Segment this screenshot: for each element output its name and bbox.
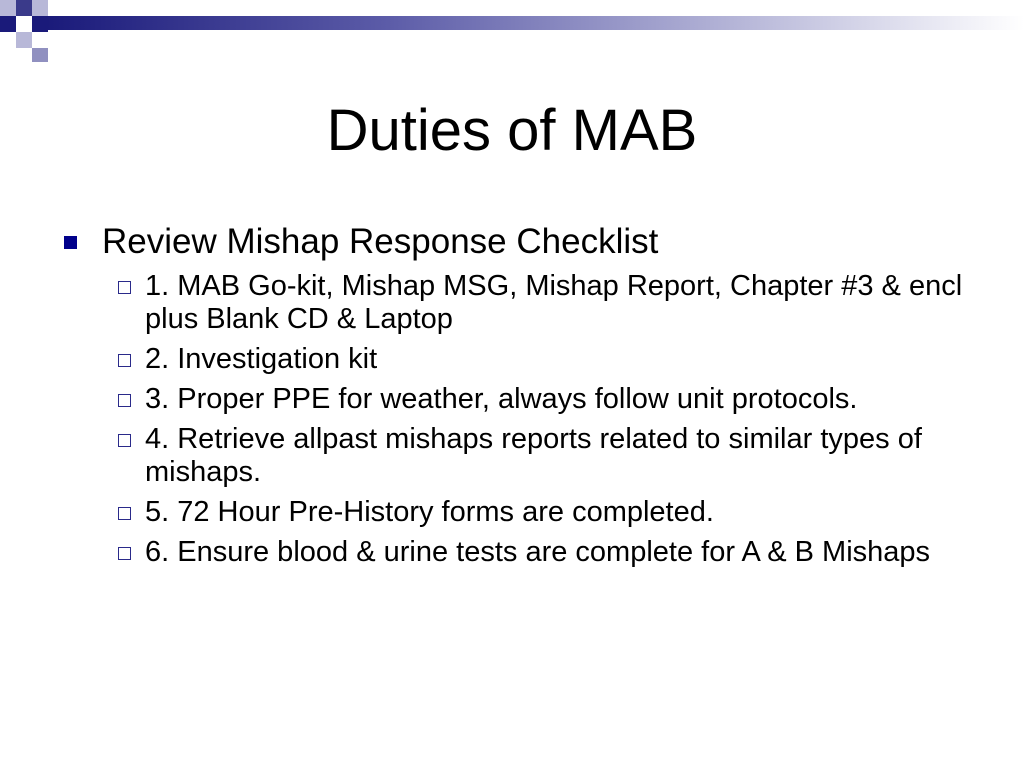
checklist (118, 270, 968, 576)
list-item-text: 2. Investigation kit (145, 343, 378, 375)
hollow-square-bullet-icon (118, 507, 131, 520)
hollow-square-bullet-icon (118, 354, 131, 367)
list-item-text: 1. MAB Go-kit, Mishap MSG, Mishap Report, Chapter #3 & encl plus Blank CD & Laptop (145, 270, 963, 335)
list-item (118, 270, 968, 336)
list-item-text: 5. 72 Hour Pre-History forms are completed. (145, 496, 714, 528)
list-item (118, 536, 968, 569)
square-bullet-icon (64, 236, 77, 249)
hollow-square-bullet-icon (118, 394, 131, 407)
hollow-square-bullet-icon (118, 547, 131, 560)
hollow-square-bullet-icon (118, 281, 131, 294)
list-item (118, 383, 968, 416)
list-item-text: 6. Ensure blood & urine tests are complete for A & B Mishaps (145, 536, 931, 568)
list-item (118, 423, 968, 489)
list-item-text: 4. Retrieve allpast mishaps reports related to similar types of mishaps. (145, 423, 922, 488)
main-bullet-text: Review Mishap Response Checklist (102, 222, 659, 261)
header-decoration (0, 0, 1024, 64)
hollow-square-bullet-icon (118, 434, 131, 447)
list-item (118, 343, 968, 376)
list-item (118, 496, 968, 529)
list-item-text: 3. Proper PPE for weather, always follow unit protocols. (145, 383, 858, 415)
slide-title: Duties of MAB (326, 98, 698, 163)
